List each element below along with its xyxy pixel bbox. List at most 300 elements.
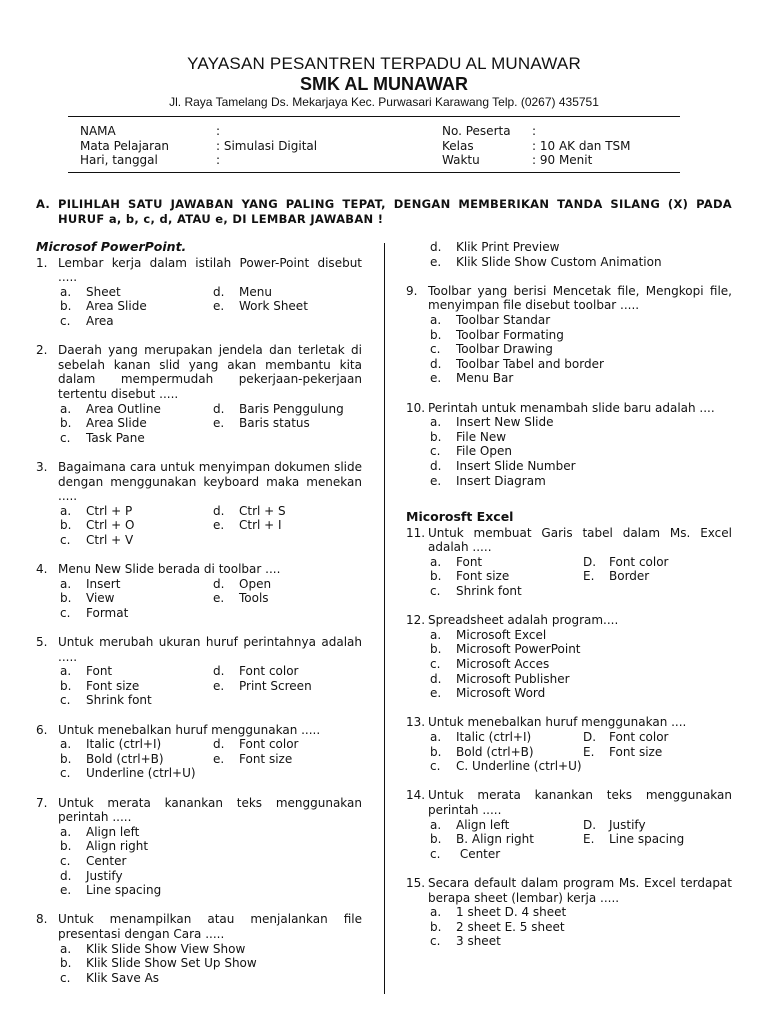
option-text: Insert New Slide — [456, 415, 554, 430]
option-letter: b. — [60, 299, 72, 314]
option-letter: d. — [213, 284, 225, 299]
question-number: 10. — [406, 400, 426, 415]
option-text: Justify — [86, 868, 123, 883]
instruction-letter: A. — [36, 197, 51, 211]
question-text: Untuk menebalkan huruf menggunakan .... — [428, 715, 687, 730]
option-q12-2 — [430, 657, 732, 672]
option-letter: c. — [60, 766, 71, 781]
option-letter: b. — [60, 416, 72, 431]
option-q3-3 — [213, 518, 362, 533]
option-letter: a. — [430, 905, 442, 920]
info-label-peserta: No. Peserta — [442, 124, 511, 138]
option-q4-0 — [60, 577, 213, 592]
option-letter: c. — [60, 313, 71, 328]
option-q12-4 — [430, 686, 732, 701]
option-text: Print Screen — [239, 678, 312, 693]
option-q2-0 — [60, 402, 213, 417]
option-q8-0 — [60, 942, 362, 957]
option-q6-2 — [60, 752, 213, 767]
option-text: Align left — [456, 817, 510, 832]
option-text: Align left — [86, 824, 140, 839]
options-6 — [60, 737, 362, 781]
info-value-mapel: : Simulasi Digital — [216, 139, 318, 153]
info-label-mapel: Mata Pelajaran — [80, 139, 170, 153]
option-text: Font size — [456, 569, 510, 584]
option-q3-1 — [213, 504, 362, 519]
header-rule-bottom — [68, 172, 680, 173]
section-title-excel: Micorosft Excel — [406, 509, 514, 525]
option-q11-0 — [430, 555, 583, 570]
option-q11-4 — [430, 584, 583, 599]
option-text: File New — [456, 429, 507, 444]
option-q5-0 — [60, 664, 213, 679]
question-text: Untuk merubah ukuran huruf perintahnya adalah ..... — [58, 635, 362, 664]
question-text: Lembar kerja dalam istilah Power-Point disebut ..... — [58, 255, 362, 285]
question-6 — [36, 723, 362, 781]
option-q3-2 — [60, 518, 213, 533]
option-letter: E. — [583, 832, 595, 847]
option-q6-1 — [213, 737, 362, 752]
option-letter: b. — [60, 678, 72, 693]
options-11 — [430, 555, 732, 599]
option-text: Area Outline — [86, 401, 161, 416]
section-title-powerpoint: Microsof PowerPoint. — [36, 239, 187, 254]
option-text: Insert Diagram — [456, 473, 546, 488]
option-q15-1 — [430, 920, 732, 935]
option-text: Insert Slide Number — [456, 458, 576, 473]
option-q7-4 — [60, 883, 362, 898]
option-letter: c. — [60, 853, 71, 868]
option-text: Font color — [239, 664, 299, 679]
question-13 — [406, 715, 732, 773]
question-number: 15. — [406, 875, 426, 890]
option-text: Font size — [86, 678, 140, 693]
instruction — [36, 197, 732, 227]
option-q4-1 — [213, 577, 362, 592]
option-q6-0 — [60, 737, 213, 752]
option-letter: a. — [430, 312, 442, 327]
option-text: Line spacing — [86, 883, 162, 898]
question-1 — [36, 256, 362, 329]
option-text: Italic (ctrl+I) — [86, 737, 162, 752]
question-14 — [406, 788, 732, 861]
option-letter: c. — [430, 584, 441, 599]
option-letter: e. — [430, 473, 442, 488]
option-text: Toolbar Standar — [456, 312, 551, 327]
option-letter: a. — [60, 737, 72, 752]
left-column — [36, 240, 362, 985]
option-letter: d. — [213, 401, 225, 416]
option-q10-0 — [430, 415, 732, 430]
option-letter: E. — [583, 569, 595, 584]
option-q3-0 — [60, 504, 213, 519]
question-10 — [406, 401, 732, 489]
option-q2-4 — [60, 431, 213, 446]
option-text: C. Underline (ctrl+U) — [456, 759, 582, 774]
option-q1-0 — [60, 285, 213, 300]
right-column — [406, 240, 732, 949]
option-q1-2 — [60, 299, 213, 314]
option-text: Microsoft PowerPoint — [456, 642, 581, 657]
option-q14-0 — [430, 818, 583, 833]
question-number: 8. — [36, 912, 48, 927]
option-q7-3 — [60, 869, 362, 884]
option-q2-2 — [60, 416, 213, 431]
option-q7-2 — [60, 854, 362, 869]
option-text: Justify — [609, 817, 646, 832]
option-text: Toolbar Formating — [456, 327, 564, 342]
option-q8c-1 — [430, 255, 732, 270]
option-text: Format — [86, 605, 129, 620]
question-text: Untuk merata kanankan teks menggunakan perintah ..... — [428, 788, 732, 817]
option-q10-2 — [430, 444, 732, 459]
question-number: 2. — [36, 343, 48, 358]
question-text: Menu New Slide berada di toolbar .... — [58, 562, 281, 577]
option-q6-3 — [213, 752, 362, 767]
options-1 — [60, 285, 362, 329]
option-text: Toolbar Tabel and border — [456, 356, 604, 371]
option-letter: D. — [583, 730, 597, 744]
option-q11-2 — [430, 569, 583, 584]
option-letter: a. — [60, 503, 72, 518]
option-letter: e. — [60, 883, 72, 898]
option-text: Microsoft Publisher — [456, 671, 570, 686]
option-q9-4 — [430, 371, 732, 386]
instruction-text: PILIHLAH SATU JAWABAN YANG PALING TEPAT, DENGAN MEMBERIKAN TANDA SILANG (X) PADA HURUF a, b, c, d, ATAU e, DI LEMBAR JAWABAN ! — [58, 197, 732, 226]
option-letter: a. — [60, 401, 72, 416]
option-letter: b. — [60, 518, 72, 533]
options-5 — [60, 664, 362, 708]
option-q5-1 — [213, 664, 362, 679]
option-letter: c. — [60, 532, 71, 547]
question-text: Daerah yang merupakan jendela dan terletak di sebelah kanan slid yang akan membantu kita dalam mempermudah pekerjaan-pekerjaan tertentu disebut ..... — [58, 343, 362, 401]
foundation-name: YAYASAN PESANTREN TERPADU AL MUNAWAR — [187, 54, 581, 73]
option-letter: a. — [430, 627, 442, 642]
option-letter: b. — [430, 832, 442, 847]
option-text: Baris Penggulung — [239, 401, 344, 416]
option-q10-3 — [430, 459, 732, 474]
option-q8-2 — [60, 971, 362, 986]
option-q4-2 — [60, 591, 213, 606]
option-q13-3 — [583, 745, 732, 760]
option-q6-4 — [60, 766, 213, 781]
option-letter: b. — [60, 751, 72, 766]
info-label-nama: NAMA — [80, 124, 116, 138]
question-15 — [406, 876, 732, 949]
option-text: 2 sheet E. 5 sheet — [456, 919, 565, 934]
question-5 — [36, 635, 362, 708]
option-letter: c. — [60, 605, 71, 620]
option-q10-4 — [430, 474, 732, 489]
option-text: Work Sheet — [239, 299, 308, 314]
option-letter: e. — [430, 686, 442, 701]
option-q1-1 — [213, 285, 362, 300]
options-15 — [430, 905, 732, 949]
question-4 — [36, 562, 362, 620]
option-q12-1 — [430, 642, 732, 657]
option-q14-4 — [430, 847, 583, 862]
option-letter: e. — [213, 518, 225, 533]
info-label-kelas: Kelas — [442, 139, 474, 153]
option-text: Border — [609, 569, 650, 584]
option-text: Ctrl + S — [239, 503, 286, 518]
question-text: Toolbar yang berisi Mencetak file, Mengkopi file, menyimpan file disebut toolbar ..... — [428, 283, 732, 313]
option-letter: a. — [430, 554, 442, 569]
option-text: Font — [86, 664, 113, 679]
option-letter: e. — [213, 591, 225, 606]
question-text: Untuk membuat Garis tabel dalam Ms. Excel adalah ..... — [428, 525, 732, 555]
option-letter: e. — [430, 371, 442, 386]
question-11 — [406, 526, 732, 599]
option-q13-0 — [430, 730, 583, 745]
option-q8-1 — [60, 956, 362, 971]
option-letter: c. — [430, 759, 441, 774]
option-letter: b. — [60, 956, 72, 971]
question-text: Perintah untuk menambah slide baru adalah .... — [428, 400, 715, 415]
question-text: Bagaimana cara untuk menyimpan dokumen slide dengan menggunakan keyboard maka menekan ..... — [58, 459, 362, 504]
option-text: Shrink font — [456, 584, 522, 599]
question-number: 5. — [36, 635, 48, 650]
option-text: Font size — [609, 744, 663, 759]
option-text: Tools — [239, 591, 269, 606]
option-letter: b. — [430, 919, 442, 934]
option-text: Shrink font — [86, 693, 152, 708]
question-number: 7. — [36, 795, 48, 810]
option-letter: a. — [430, 817, 442, 832]
option-text: Sheet — [86, 284, 121, 299]
option-q10-1 — [430, 430, 732, 445]
option-q14-2 — [430, 832, 583, 847]
school-address: Jl. Raya Tamelang Ds. Mekarjaya Kec. Purwasari Karawang Telp. (0267) 435751 — [169, 95, 599, 109]
option-text: Line spacing — [609, 832, 685, 847]
option-q5-2 — [60, 679, 213, 694]
option-text: Ctrl + O — [86, 518, 135, 533]
option-letter: c. — [60, 693, 71, 708]
option-text: Ctrl + I — [239, 518, 282, 533]
option-q1-4 — [60, 314, 213, 329]
option-q1-3 — [213, 299, 362, 314]
option-q7-0 — [60, 825, 362, 840]
option-letter: c. — [430, 934, 441, 949]
question-2 — [36, 343, 362, 445]
option-text: Insert — [86, 576, 121, 591]
option-letter: d. — [213, 576, 225, 591]
question-number: 9. — [406, 283, 418, 298]
question-number: 11. — [406, 525, 426, 540]
options-7 — [60, 825, 362, 898]
options-8 — [60, 942, 362, 986]
option-letter: e. — [213, 678, 225, 693]
option-q11-3 — [583, 569, 732, 584]
option-text: B. Align right — [456, 832, 534, 847]
option-letter: b. — [60, 591, 72, 606]
option-letter: e. — [213, 751, 225, 766]
option-q7-1 — [60, 839, 362, 854]
options-4 — [60, 577, 362, 621]
option-letter: E. — [583, 744, 595, 759]
option-text: Ctrl + V — [86, 532, 134, 547]
question-number: 1. — [36, 255, 48, 270]
option-text: Baris status — [239, 416, 310, 431]
column-divider — [384, 243, 385, 994]
option-text: Ctrl + P — [86, 503, 133, 518]
options-12 — [430, 628, 732, 701]
info-value-nama: : — [216, 124, 221, 138]
option-letter: d. — [60, 868, 72, 883]
question-text: Untuk merata kanankan teks menggunakan perintah ..... — [58, 795, 362, 825]
option-text: Center — [456, 846, 501, 861]
info-value-waktu: : 90 Menit — [532, 153, 593, 167]
option-text: Italic (ctrl+I) — [456, 730, 532, 744]
option-q9-1 — [430, 328, 732, 343]
option-letter: b. — [60, 839, 72, 854]
question-12 — [406, 613, 732, 701]
option-text: Underline (ctrl+U) — [86, 766, 196, 781]
option-letter: c. — [60, 970, 71, 985]
option-q13-4 — [430, 759, 583, 774]
option-q8c-0 — [430, 240, 732, 255]
options-14 — [430, 818, 732, 862]
option-letter: d. — [213, 503, 225, 518]
option-text: Font color — [239, 737, 299, 752]
option-text: 3 sheet — [456, 934, 501, 949]
option-letter: a. — [60, 824, 72, 839]
option-letter: a. — [60, 664, 72, 679]
question-number: 14. — [406, 788, 426, 803]
options-10 — [430, 415, 732, 488]
option-text: Area — [86, 313, 114, 328]
info-value-kelas: : 10 AK dan TSM — [532, 139, 631, 153]
option-letter: d. — [430, 356, 442, 371]
question-text: Untuk menebalkan huruf menggunakan ..... — [58, 722, 321, 737]
option-letter: c. — [430, 846, 441, 861]
option-q13-2 — [430, 745, 583, 760]
options-2 — [60, 402, 362, 446]
option-text: Center — [86, 853, 127, 868]
question-text: Spreadsheet adalah program.... — [428, 613, 619, 628]
option-q13-1 — [583, 730, 732, 745]
option-text: Font color — [609, 730, 669, 744]
question-number: 12. — [406, 613, 426, 628]
option-text: Font size — [239, 751, 293, 766]
option-text: Menu — [239, 284, 272, 299]
option-letter: a. — [60, 284, 72, 299]
option-letter: c. — [430, 657, 441, 672]
option-q9-0 — [430, 313, 732, 328]
option-text: Microsoft Excel — [456, 627, 547, 642]
option-q5-3 — [213, 679, 362, 694]
option-q5-4 — [60, 693, 213, 708]
option-text: Microsoft Acces — [456, 657, 550, 672]
option-text: Font — [456, 554, 483, 569]
question-text: Untuk menampilkan atau menjalankan file presentasi dengan Cara ..... — [58, 912, 362, 941]
option-q12-3 — [430, 672, 732, 687]
option-letter: a. — [60, 941, 72, 956]
option-text: 1 sheet D. 4 sheet — [456, 905, 567, 920]
option-q9-2 — [430, 342, 732, 357]
option-text: Font color — [609, 554, 669, 569]
option-q12-0 — [430, 628, 732, 643]
options-9 — [430, 313, 732, 386]
option-letter: d. — [213, 664, 225, 679]
question-8-continuation — [406, 240, 732, 269]
question-text: Secara default dalam program Ms. Excel terdapat berapa sheet (lembar) kerja ..... — [428, 875, 732, 905]
option-letter: a. — [430, 415, 442, 430]
option-letter: d. — [430, 671, 442, 686]
info-label-hari: Hari, tanggal — [80, 153, 158, 167]
option-text: Task Pane — [86, 430, 145, 445]
info-value-peserta: : — [532, 124, 537, 138]
option-letter: b. — [430, 327, 442, 342]
option-q14-1 — [583, 818, 732, 833]
option-text: File Open — [456, 444, 512, 459]
question-number: 6. — [36, 722, 48, 737]
option-text: Toolbar Drawing — [456, 342, 553, 357]
option-text: Klik Save As — [86, 970, 160, 985]
option-text: Klik Slide Show Set Up Show — [86, 956, 257, 971]
option-q3-4 — [60, 533, 213, 548]
question-number: 3. — [36, 459, 48, 474]
header-rule-top — [68, 116, 680, 117]
option-q4-4 — [60, 606, 213, 621]
option-text: Bold (ctrl+B) — [456, 744, 534, 759]
option-letter: e. — [213, 416, 225, 431]
option-letter: e. — [213, 299, 225, 314]
option-text: Align right — [86, 839, 149, 854]
option-letter: b. — [430, 642, 442, 657]
option-letter: D. — [583, 554, 597, 569]
option-q14-3 — [583, 832, 732, 847]
question-number: 13. — [406, 715, 426, 730]
option-text: Open — [239, 576, 272, 591]
option-letter: a. — [430, 730, 442, 744]
question-3 — [36, 460, 362, 548]
option-letter: c. — [430, 342, 441, 357]
option-q4-3 — [213, 591, 362, 606]
option-letter: a. — [60, 576, 72, 591]
question-number: 4. — [36, 562, 48, 577]
option-text: Bold (ctrl+B) — [86, 751, 164, 766]
info-value-hari: : — [216, 153, 221, 167]
option-text: Microsoft Word — [456, 686, 546, 701]
option-q11-1 — [583, 555, 732, 570]
option-q2-1 — [213, 402, 362, 417]
option-text: View — [86, 591, 115, 606]
option-letter: D. — [583, 817, 597, 832]
option-letter: b. — [430, 569, 442, 584]
question-9 — [406, 284, 732, 386]
option-q2-3 — [213, 416, 362, 431]
option-letter: b. — [430, 429, 442, 444]
option-letter: d. — [430, 458, 442, 473]
option-text: Klik Slide Show Custom Animation — [456, 254, 662, 269]
option-text: Area Slide — [86, 416, 147, 431]
option-text: Klik Print Preview — [456, 240, 560, 254]
option-q15-2 — [430, 934, 732, 949]
option-text: Klik Slide Show View Show — [86, 941, 246, 956]
options-3 — [60, 504, 362, 548]
option-letter: c. — [430, 444, 441, 459]
option-letter: d. — [213, 737, 225, 752]
option-letter: d. — [430, 240, 442, 254]
option-letter: c. — [60, 430, 71, 445]
option-letter: e. — [430, 254, 442, 269]
options-13 — [430, 730, 732, 774]
question-8 — [36, 912, 362, 985]
option-q15-0 — [430, 905, 732, 920]
info-label-waktu: Waktu — [442, 153, 480, 167]
option-text: Menu Bar — [456, 371, 514, 386]
